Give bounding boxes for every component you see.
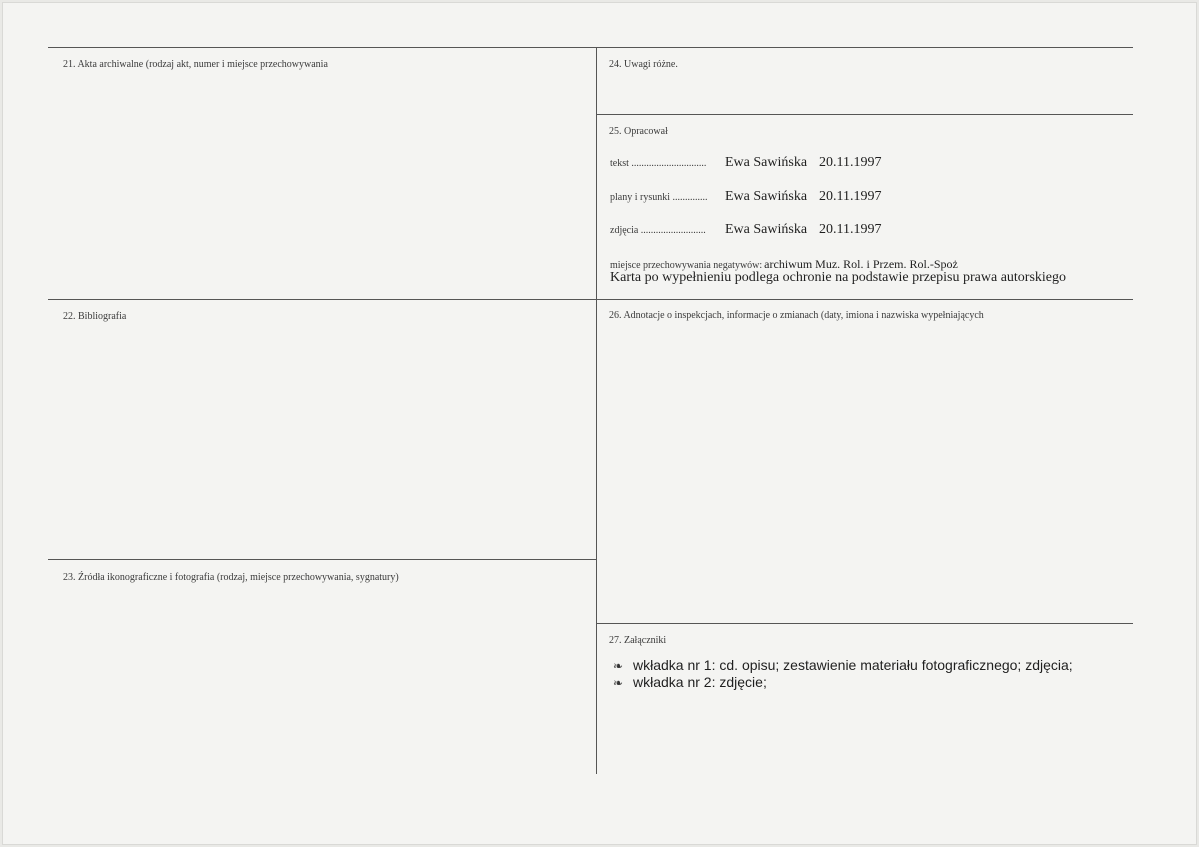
author-row-text (610, 155, 882, 171)
author-row-prefix: tekst .............................. (610, 158, 707, 169)
column-divider (596, 47, 597, 774)
copyright-notice: Karta po wypełnieniu podlega ochronie na podstawie przepisu prawa autorskiego (610, 270, 1067, 285)
negatives-value: archiwum Muz. Rol. i Przem. Rol.-Spoż (764, 257, 958, 271)
author-date: 20.11.1997 (819, 222, 882, 237)
author-row-prefix: plany i rysunki .............. (610, 192, 708, 203)
rule-row-21-22 (48, 299, 1133, 300)
author-name: Ewa Sawińska (725, 155, 808, 170)
section-27-label: 27. Załączniki (609, 635, 667, 646)
author-date: 20.11.1997 (819, 155, 882, 170)
flourish-bullet-icon: ❧ (613, 659, 624, 673)
attachment-text: wkładka nr 2: zdjęcie; (633, 674, 767, 690)
record-card-page (2, 2, 1197, 845)
section-21-label: 21. Akta archiwalne (rodzaj akt, numer i miejsce przechowywania (63, 59, 328, 70)
author-name: Ewa Sawińska (725, 189, 808, 204)
attachment-item (613, 674, 767, 690)
top-rule (48, 47, 1133, 48)
flourish-bullet-icon: ❧ (613, 676, 624, 690)
section-24-label: 24. Uwagi różne. (609, 59, 678, 70)
rule-24-25 (596, 114, 1133, 115)
author-row-prefix: zdjęcia .......................... (610, 225, 706, 236)
section-26-label: 26. Adnotacje o inspekcjach, informacje o zmianach (daty, imiona i nazwiska wypełniających (609, 310, 984, 321)
attachment-text: wkładka nr 1: cd. opisu; zestawienie materiału fotograficznego; zdjęcia; (633, 657, 1073, 673)
author-row-plans (610, 189, 882, 205)
section-22-label: 22. Bibliografia (63, 311, 127, 322)
rule-22-23 (48, 559, 596, 560)
section-25-label: 25. Opracował (609, 126, 668, 137)
rule-26-27 (596, 623, 1133, 624)
section-23-label: 23. Źródła ikonograficzne i fotografia (rodzaj, miejsce przechowywania, sygnatury) (63, 572, 399, 583)
author-date: 20.11.1997 (819, 189, 882, 204)
negatives-prefix: miejsce przechowywania negatywów: (610, 260, 763, 271)
attachment-item (613, 657, 1073, 673)
author-name: Ewa Sawińska (725, 222, 808, 237)
author-row-photos (610, 222, 882, 238)
